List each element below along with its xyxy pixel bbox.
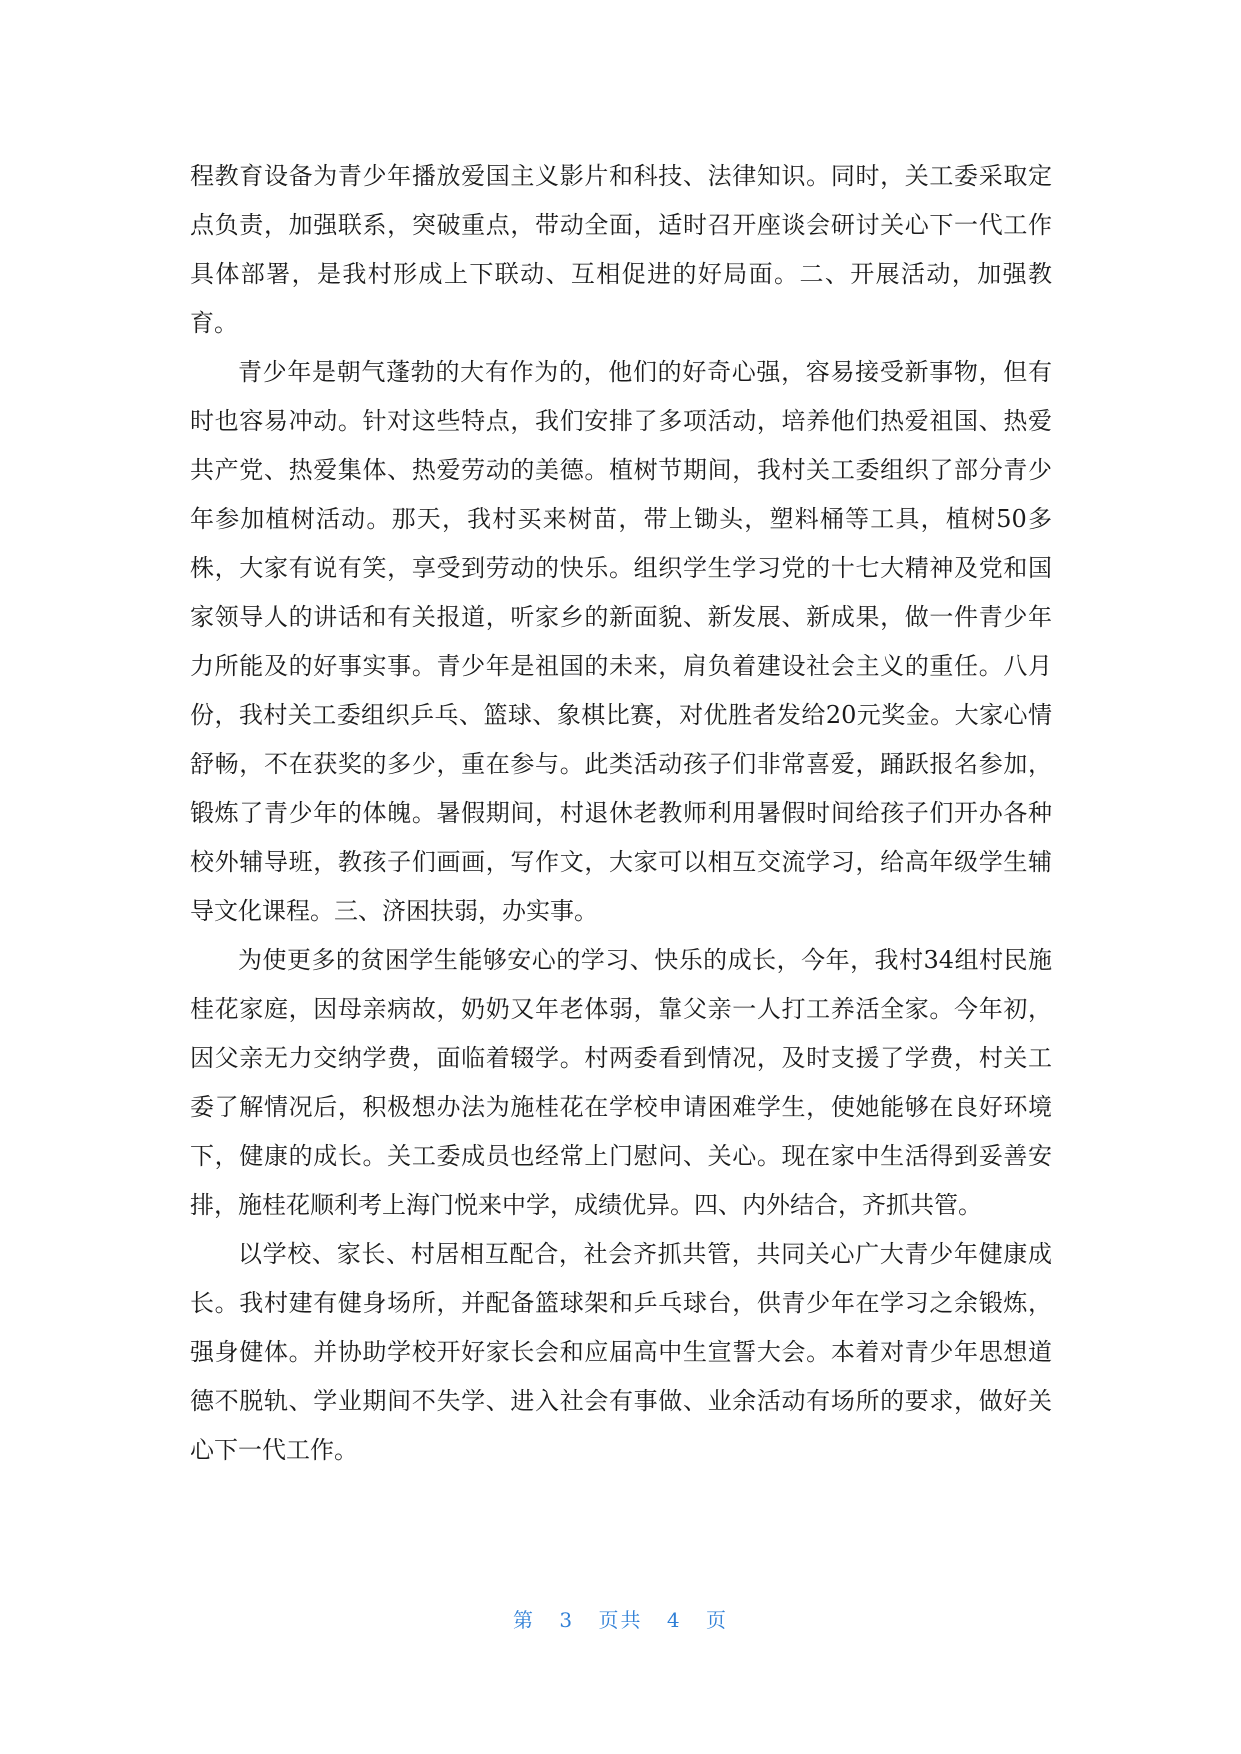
page-current-number: 3 xyxy=(559,1608,575,1632)
page-prefix: 第 xyxy=(513,1608,536,1632)
paragraph-activities: 青少年是朝气蓬勃的大有作为的，他们的好奇心强，容易接受新事物，但有时也容易冲动。针对这些特点，我们安排了多项活动，培养他们热爱祖国、热爱共产党、热爱集体、热爱劳动的美德。植树节期间，我村关工委组织了部分青少年参加植树活动。那天，我村买来树苗，带上锄头，塑料桶等工具，植树50多株，大家有说有笑，享受到劳动的快乐。组织学生学习党的十七大精神及党和国家领导人的讲话和有关报道，听家乡的新面貌、新发展、新成果，做一件青少年力所能及的好事实事。青少年是祖国的未来，肩负着建设社会主义的重任。八月份，我村关工委组织乒乓、篮球、象棋比赛，对优胜者发给20元奖金。大家心情舒畅，不在获奖的多少，重在参与。此类活动孩子们非常喜爱，踊跃报名参加，锻炼了青少年的体魄。暑假期间，村退休老教师利用暑假时间给孩子们开办各种校外辅导班，教孩子们画画，写作文，大家可以相互交流学习，给高年级学生辅导文化课程。三、济困扶弱，办实事。 xyxy=(190,358,1052,925)
paragraph-poverty-aid: 为使更多的贫困学生能够安心的学习、快乐的成长，今年，我村34组村民施桂花家庭，因母亲病故，奶奶又年老体弱，靠父亲一人打工养活全家。今年初，因父亲无力交纳学费，面临着辍学。村两委看到情况，及时支援了学费，村关工委了解情况后，积极想办法为施桂花在学校申请困难学生，使她能够在良好环境下，健康的成长。关工委成员也经常上门慰问、关心。现在家中生活得到妥善安排，施桂花顺利考上海门悦来中学，成绩优异。四、内外结合，齐抓共管。 xyxy=(190,946,1052,1219)
paragraph-cooperation: 以学校、家长、村居相互配合，社会齐抓共管，共同关心广大青少年健康成长。我村建有健身场所，并配备篮球架和乒乓球台，供青少年在学习之余锻炼，强身健体。并协助学校开好家长会和应届高中生宣誓大会。本着对青少年思想道德不脱轨、学业期间不失学、进入社会有事做、业余活动有场所的要求，做好关心下一代工作。 xyxy=(190,1240,1052,1464)
document-body xyxy=(190,152,1052,1475)
page-middle: 页共 xyxy=(598,1608,643,1632)
page-total-number: 4 xyxy=(666,1608,682,1632)
page-number-footer xyxy=(0,1604,1241,1633)
page-suffix: 页 xyxy=(705,1608,728,1632)
paragraph-continuation: 程教育设备为青少年播放爱国主义影片和科技、法律知识。同时，关工委采取定点负责，加强联系，突破重点，带动全面，适时召开座谈会研讨关心下一代工作具体部署，是我村形成上下联动、互相促进的好局面。二、开展活动，加强教育。 xyxy=(190,162,1052,337)
